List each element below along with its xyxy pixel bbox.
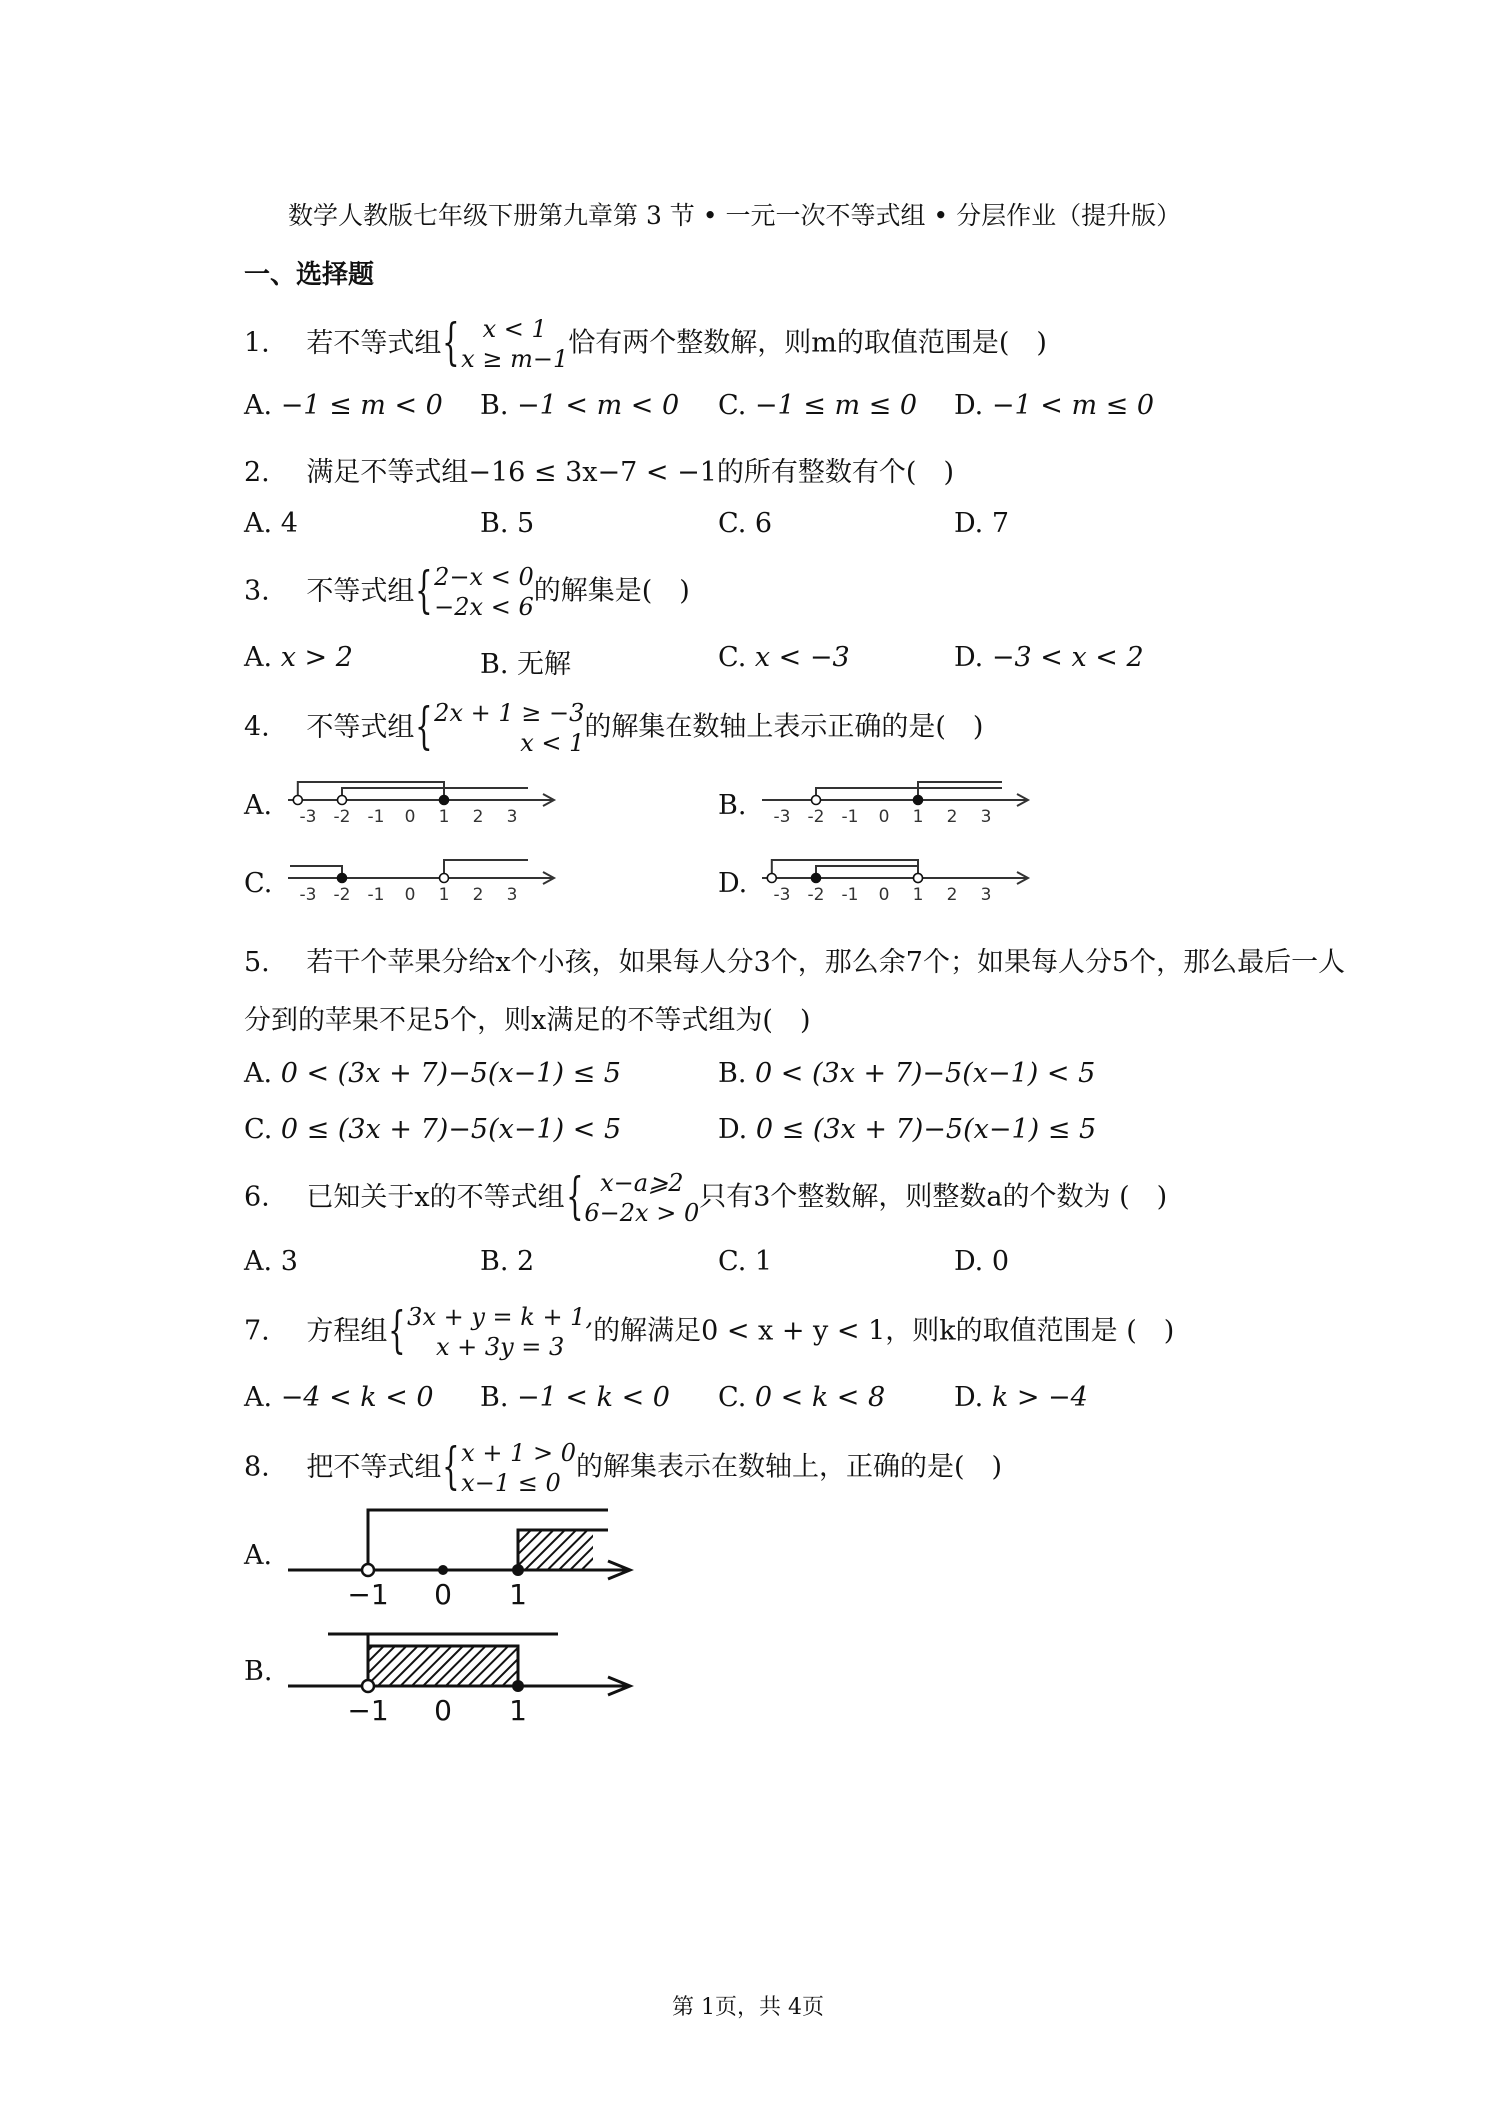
question-text: 的解集表示在数轴上，正确的是( ): [575, 1451, 1003, 1483]
tick-label: 0: [878, 885, 890, 905]
question-3: [244, 562, 690, 622]
option-label: B.: [480, 508, 509, 539]
tick-label: -2: [807, 885, 825, 905]
question-number: 8.: [244, 1451, 270, 1483]
option-label: D.: [954, 1382, 984, 1413]
question-number: 6.: [244, 1181, 270, 1213]
option-c[interactable]: [244, 1114, 621, 1145]
question-text: 的解集在数轴上表示正确的是( ): [584, 711, 984, 743]
option-text: x > 2: [280, 642, 353, 673]
tick-label: -1: [841, 807, 859, 827]
option-label: D.: [954, 1246, 984, 1277]
option-a[interactable]: A.: [244, 1540, 273, 1571]
option-text: x < −3: [754, 642, 850, 673]
closed-endpoint: [440, 796, 449, 805]
system-line: x < 1: [482, 315, 547, 343]
option-text: 5: [517, 508, 535, 539]
closed-endpoint: [914, 796, 923, 805]
question-number: 7.: [244, 1315, 270, 1347]
option-c[interactable]: [718, 1246, 772, 1277]
option-text: 3: [280, 1246, 298, 1277]
system-line: x−1 ≤ 0: [461, 1469, 561, 1497]
option-text: 0: [991, 1246, 1010, 1277]
option-a[interactable]: [244, 508, 298, 539]
option-b[interactable]: [480, 508, 534, 539]
option-b[interactable]: [480, 1382, 670, 1413]
option-label: D.: [718, 1114, 748, 1145]
shaded-region: [368, 1646, 518, 1686]
question-text: 方程组: [306, 1315, 388, 1347]
question-text: 已知关于x的不等式组: [306, 1181, 565, 1213]
tick-label: 2: [472, 885, 484, 905]
option-d[interactable]: [954, 390, 1154, 421]
option-text: 0 < (3x + 7)−5(x−1) < 5: [755, 1058, 1096, 1089]
option-text: −4 < k < 0: [280, 1382, 434, 1413]
option-text: 1: [754, 1246, 773, 1277]
tick-label: -2: [333, 807, 351, 827]
option-label: A.: [244, 508, 273, 539]
tick-label: -3: [773, 807, 791, 827]
option-c[interactable]: [718, 508, 772, 539]
question-8: [244, 1438, 1002, 1498]
option-label: C.: [718, 508, 747, 539]
option-text: 0 ≤ (3x + 7)−5(x−1) ≤ 5: [755, 1114, 1097, 1145]
option-b[interactable]: [480, 1246, 534, 1277]
tick-label: 3: [980, 885, 992, 905]
solution-ray: [342, 788, 528, 800]
question-number: 1.: [244, 327, 270, 359]
option-text: 无解: [517, 649, 572, 680]
tick-label: −1: [347, 1578, 389, 1611]
tick-label: 1: [912, 807, 924, 827]
tick-label: -3: [299, 885, 317, 905]
question-number: 3.: [244, 575, 270, 607]
option-label: D.: [954, 642, 984, 673]
system-line: −2x < 6: [434, 593, 534, 621]
system-line: 6−2x > 0: [584, 1199, 700, 1227]
solution-ray: [298, 782, 444, 800]
question-text: 把不等式组: [306, 1451, 442, 1483]
system-line: x−a⩾2: [600, 1169, 684, 1197]
question-text: 若不等式组: [306, 327, 442, 359]
tick-label: 1: [438, 885, 450, 905]
page-footer: 第 1页，共 4页: [672, 1995, 824, 2020]
option-text: −1 < k < 0: [517, 1382, 670, 1413]
tick-label: 1: [912, 885, 924, 905]
question-text-continued: 分到的苹果不足5个，则x满足的不等式组为( ): [244, 1005, 811, 1036]
open-endpoint: [914, 874, 923, 883]
question-2: [244, 450, 954, 489]
question-number: 5.: [244, 947, 270, 978]
question-text: 不等式组: [306, 711, 415, 743]
open-endpoint: [338, 796, 347, 805]
point-marker: [438, 1565, 448, 1575]
shaded-region: [518, 1530, 593, 1570]
tick-label: 2: [946, 885, 958, 905]
option-text: 7: [991, 508, 1010, 539]
option-c[interactable]: [718, 1382, 885, 1413]
inequality-system: { x < 1 x ≥ m−1: [442, 313, 569, 373]
option-text: 0 ≤ (3x + 7)−5(x−1) < 5: [280, 1114, 622, 1145]
number-line-c: [288, 848, 558, 908]
option-a[interactable]: [244, 1382, 434, 1413]
option-c[interactable]: [718, 390, 917, 421]
solution-ray: [444, 860, 528, 878]
question-text: 的解满足0 < x + y < 1，则k的取值范围是 ( ): [593, 1315, 1175, 1347]
solution-ray: [918, 782, 1002, 800]
system-line: 2−x < 0: [434, 563, 534, 591]
tick-label: -1: [367, 807, 385, 827]
tick-label: 3: [506, 885, 518, 905]
option-b[interactable]: B.: [244, 1656, 273, 1687]
option-label: A.: [244, 1058, 273, 1089]
question-4: [244, 698, 983, 758]
option-d[interactable]: D.: [718, 868, 748, 899]
number-line-a: [288, 770, 558, 830]
option-a[interactable]: [244, 390, 443, 421]
option-label: A.: [244, 642, 273, 673]
closed-endpoint: [812, 874, 821, 883]
number-line-d: [762, 848, 1032, 908]
system-line: x + 3y = 3: [435, 1333, 565, 1361]
question-text: 的解集是( ): [533, 575, 690, 607]
option-text: 0 < (3x + 7)−5(x−1) ≤ 5: [280, 1058, 621, 1089]
tick-label: 3: [506, 807, 518, 827]
option-a[interactable]: A.: [244, 790, 273, 821]
question-text: 满足不等式组−16 ≤ 3x−7 < −1的所有整数有个( ): [306, 457, 954, 488]
solution-ray: [816, 866, 918, 878]
solution-ray: [816, 788, 1002, 800]
question-text: 不等式组: [306, 575, 415, 607]
option-text: −3 < x < 2: [991, 642, 1144, 673]
question-text: 恰有两个整数解，则m的取值范围是( ): [568, 327, 1047, 359]
closed-endpoint: [512, 1680, 524, 1692]
open-endpoint: [362, 1680, 374, 1692]
tick-label: 0: [404, 885, 416, 905]
question-6: [244, 1168, 1167, 1228]
system-line: 3x + y = k + 1,: [407, 1303, 594, 1331]
question-text: 若干个苹果分给x个小孩，如果每人分3个，那么余7个；如果每人分5个，那么最后一人: [306, 947, 1346, 978]
tick-label: 1: [509, 1694, 527, 1727]
option-text: k > −4: [991, 1382, 1088, 1413]
option-a[interactable]: [244, 642, 353, 673]
option-text: 6: [754, 508, 773, 539]
tick-label: 0: [878, 807, 890, 827]
option-label: B.: [480, 1382, 509, 1413]
tick-label: -1: [367, 885, 385, 905]
tick-label: -3: [773, 885, 791, 905]
option-label: C.: [718, 1246, 747, 1277]
option-text: −1 ≤ m ≤ 0: [754, 390, 918, 421]
option-c[interactable]: [718, 642, 850, 673]
solution-ray: [772, 860, 918, 878]
open-endpoint: [440, 874, 449, 883]
tick-label: -2: [807, 807, 825, 827]
tick-label: 0: [434, 1578, 452, 1611]
option-label: C.: [244, 1114, 273, 1145]
tick-label: 2: [472, 807, 484, 827]
option-label: B.: [480, 390, 509, 421]
question-7: [244, 1302, 1174, 1362]
question-5: [244, 940, 1345, 979]
tick-label: -2: [333, 885, 351, 905]
option-b[interactable]: [480, 642, 571, 681]
option-a[interactable]: [244, 1058, 621, 1089]
number-line-8a: [288, 1500, 638, 1610]
option-text: −1 < m < 0: [517, 390, 680, 421]
solution-ray: [290, 866, 342, 878]
option-label: C.: [718, 390, 747, 421]
tick-label: 1: [438, 807, 450, 827]
number-line-8b: [288, 1616, 638, 1726]
tick-label: -3: [299, 807, 317, 827]
option-text: 4: [280, 508, 298, 539]
question-number: 4.: [244, 711, 270, 743]
open-endpoint: [362, 1564, 374, 1576]
tick-label: -1: [841, 885, 859, 905]
page-title: 数学人教版七年级下册第九章第 3 节 • 一元一次不等式组 • 分层作业（提升版）: [288, 201, 1182, 230]
option-label: B.: [480, 1246, 509, 1277]
option-label: B.: [718, 1058, 747, 1089]
option-text: 0 < k < 8: [754, 1382, 886, 1413]
option-label: A.: [244, 1246, 273, 1277]
tick-label: 2: [946, 807, 958, 827]
option-d[interactable]: [954, 1246, 1009, 1277]
option-d[interactable]: [954, 642, 1144, 673]
inequality-system: { x−a⩾2 6−2x > 0: [565, 1167, 700, 1227]
closed-endpoint: [512, 1564, 524, 1576]
option-b[interactable]: B.: [718, 790, 747, 821]
option-a[interactable]: [244, 1246, 298, 1277]
question-number: 2.: [244, 457, 270, 488]
option-text: −1 < m ≤ 0: [991, 390, 1155, 421]
option-d[interactable]: [954, 508, 1009, 539]
option-text: 2: [517, 1246, 535, 1277]
open-endpoint: [812, 796, 821, 805]
option-label: B.: [480, 649, 509, 680]
inequality-system: { x + 1 > 0 x−1 ≤ 0: [442, 1437, 576, 1497]
option-label: C.: [718, 642, 747, 673]
option-b[interactable]: [480, 390, 679, 421]
option-d[interactable]: [954, 1382, 1088, 1413]
tick-label: −1: [347, 1694, 389, 1727]
inequality-system: { 2−x < 0 −2x < 6: [415, 561, 534, 621]
question-1: [244, 314, 1047, 374]
equation-system: { 3x + y = k + 1, x + 3y = 3: [388, 1301, 594, 1361]
tick-label: 1: [509, 1578, 527, 1611]
option-label: A.: [244, 390, 273, 421]
open-endpoint: [293, 796, 302, 805]
tick-label: 3: [980, 807, 992, 827]
option-label: D.: [954, 390, 984, 421]
question-text: 只有3个整数解，则整数a的个数为 ( ): [699, 1181, 1168, 1213]
open-endpoint: [767, 874, 776, 883]
system-line: x < 1: [520, 729, 585, 757]
option-d[interactable]: [718, 1114, 1096, 1145]
option-b[interactable]: [718, 1058, 1095, 1089]
number-line-b: [762, 770, 1032, 830]
option-label: A.: [244, 1382, 273, 1413]
closed-endpoint: [338, 874, 347, 883]
tick-label: 0: [434, 1694, 452, 1727]
option-c[interactable]: C.: [244, 868, 273, 899]
system-line: x + 1 > 0: [461, 1439, 576, 1467]
tick-label: 0: [404, 807, 416, 827]
system-line: x ≥ m−1: [461, 345, 569, 373]
inequality-system: { 2x + 1 ≥ −3 x < 1: [415, 697, 585, 757]
option-label: D.: [954, 508, 984, 539]
option-label: C.: [718, 1382, 747, 1413]
section-heading: 一、选择题: [244, 260, 375, 290]
system-line: 2x + 1 ≥ −3: [434, 699, 585, 727]
option-text: −1 ≤ m < 0: [280, 390, 443, 421]
